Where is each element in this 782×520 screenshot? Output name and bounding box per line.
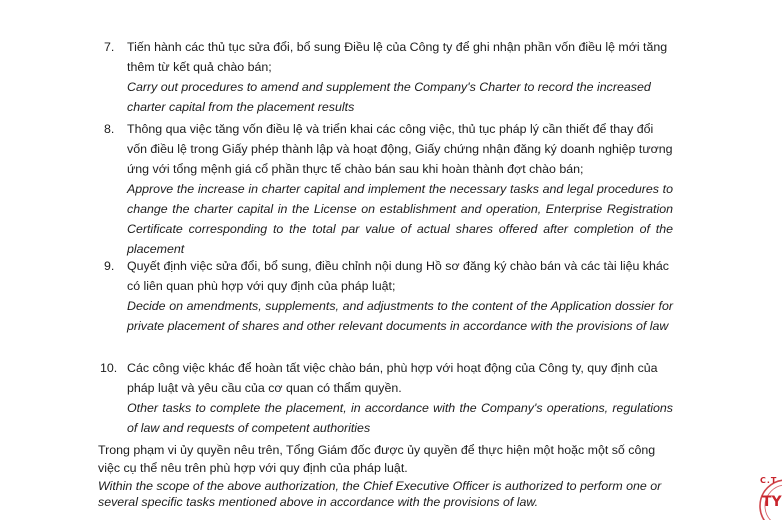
closing-paragraph-vietnamese: Trong phạm vi ủy quyền nêu trên, Tổng Giám đốc được ủy quyền để thực hiện một hoặc một số công việc cụ thể nêu trên phù hợp với quy định của pháp luật. <box>98 443 656 475</box>
item-number: 7. <box>104 40 115 54</box>
item-text-english: Carry out procedures to amend and supplement the Company's Charter to record the increased charter capital from the placement results <box>127 80 651 114</box>
item-text-english: Decide on amendments, supplements, and adjustments to the content of the Application dossier for private placement of shares and other relevant documents in accordance with the provisions of law <box>127 299 673 333</box>
company-seal <box>752 460 782 520</box>
item-text-vietnamese: Tiến hành các thủ tục sửa đổi, bổ sung Điều lệ của Công ty để ghi nhận phần vốn điều lệ mới tăng thêm từ kết quả chào bán; <box>127 40 668 74</box>
item-number: 8. <box>104 122 115 136</box>
item-text-english: Approve the increase in charter capital and implement the necessary tasks and legal procedures to change the charter capital in the License on establishment and operation, Enterprise Registration Certificate corresponding to the total par value of actual shares offered after completion of the placement <box>127 182 673 256</box>
item-number: 10. <box>100 361 118 375</box>
seal-text-bottom: TY <box>762 494 782 510</box>
item-text-english: Other tasks to complete the placement, in accordance with the Company's operations, regulations of law and requests of competent authorities <box>127 401 673 435</box>
item-text-vietnamese: Quyết định việc sửa đổi, bổ sung, điều chỉnh nội dung Hồ sơ đăng ký chào bán và các tài liệu khác có liên quan phù hợp với quy định của pháp luật; <box>127 259 669 293</box>
seal-text-top: C.T <box>760 476 778 485</box>
item-number: 9. <box>104 259 115 273</box>
closing-paragraph-english: Within the scope of the above authorization, the Chief Executive Officer is authorized to perform one or several specific tasks mentioned above in accordance with the provisions of law. <box>98 479 662 509</box>
item-text-vietnamese: Thông qua việc tăng vốn điều lệ và triển khai các công việc, thủ tục pháp lý cần thiết để thay đổi vốn điều lệ trong Giấy phép thành lập và hoạt động, Giấy chứng nhận đăng ký doanh nghiệp tương ứng với tổng mệnh giá cổ phần thực tế chào bán sau khi hoàn thành đợt chào bán; <box>127 122 673 176</box>
seal-icon <box>752 460 782 520</box>
item-text-vietnamese: Các công việc khác để hoàn tất việc chào bán, phù hợp với hoạt động của Công ty, quy định của pháp luật và yêu cầu của cơ quan có thẩm quyền. <box>127 361 658 395</box>
